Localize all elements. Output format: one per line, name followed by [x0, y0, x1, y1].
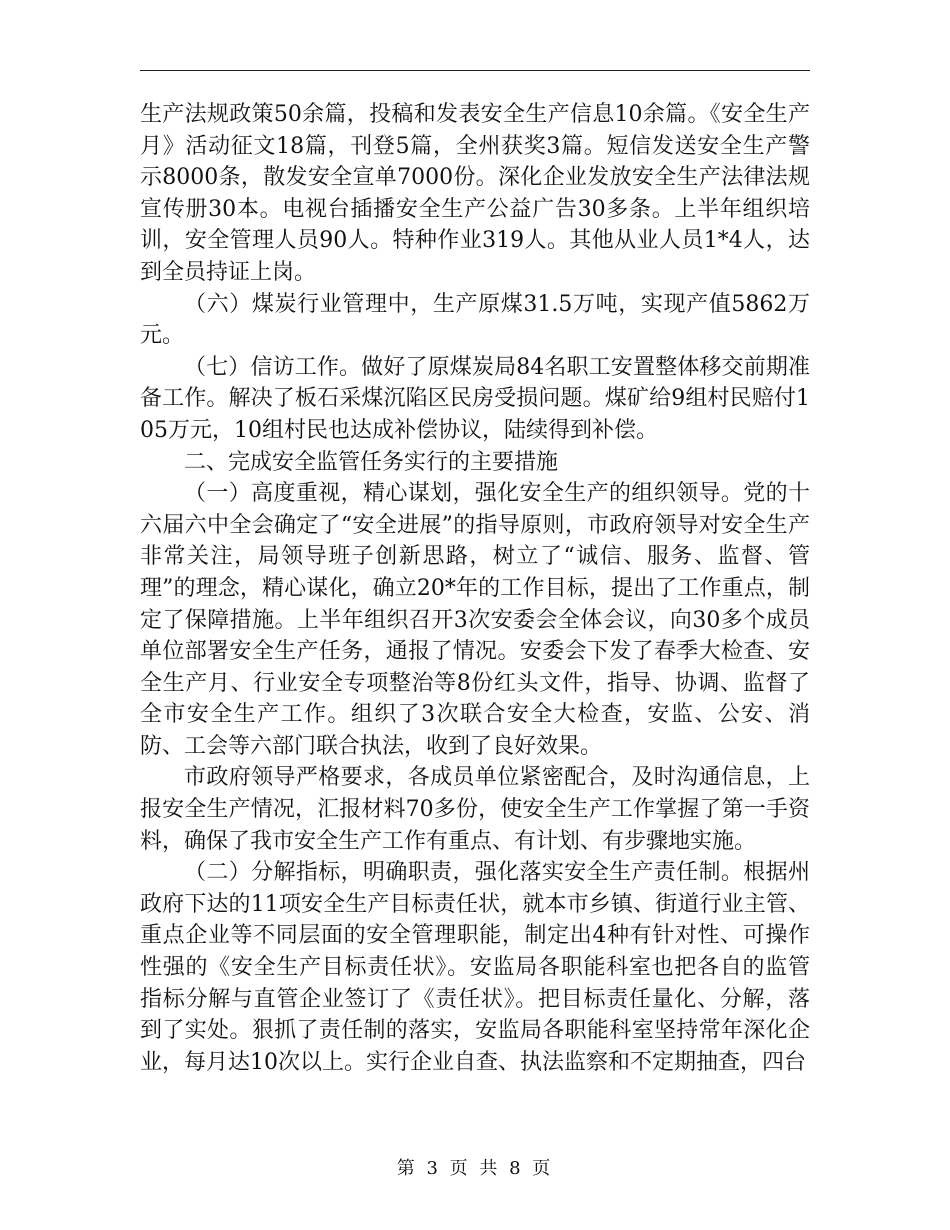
paragraph-3: （七）信访工作。做好了原煤炭局84名职工安置整体移交前期准备工作。解决了板石采煤沉陷区民房受损问题。煤矿给9组村民赔付105万元，10组村民也达成补偿协议，陆续得到补偿。	[140, 354, 810, 443]
header-rule	[140, 70, 810, 71]
paragraph-4: （一）高度重视，精心谋划，强化安全生产的组织领导。党的十六届六中全会确定了“安全进展”的指导原则，市政府领导对安全生产非常关注，局领导班子创新思路，树立了“诚信、服务、监督、管理”的理念，精心谋化，确立20*年的工作目标，提出了工作重点，制定了保障措施。上半年组织召开3次安委会全体会议，向30多个成员单位部署安全生产任务，通报了情况。安委会下发了春季大检查、安全生产月、行业安全专项整治等8份红头文件，指导、协调、监督了全市安全生产工作。组织了3次联合安全大检查，安监、公安、消防、工会等六部门联合执法，收到了良好效果。	[140, 481, 810, 759]
section-heading: 二、完成安全监管任务实行的主要措施	[184, 449, 559, 475]
document-body	[140, 99, 810, 1078]
paragraph-6: （二）分解指标，明确职责，强化落实安全生产责任制。根据州政府下达的11项安全生产目标责任状，就本市乡镇、街道行业主管、重点企业等不同层面的安全管理职能，制定出4种有针对性、可操作性强的《安全生产目标责任状》。安监局各职能科室也把各自的监管指标分解与直管企业签订了《责任状》。把目标责任量化、分解，落到了实处。狠抓了责任制的落实，安监局各职能科室坚持常年深化企业，每月达10次以上。实行企业自查、执法监察和不定期抽查，四台	[140, 860, 810, 1075]
paragraph-1: 生产法规政策50余篇，投稿和发表安全生产信息10余篇。《安全生产月》活动征文18篇，刊登5篇，全州获奖3篇。短信发送安全生产警示8000条，散发安全宣单7000份。深化企业发放安全生产法律法规宣传册30本。电视台插播安全生产公益广告30多条。上半年组织培训，安全管理人员90人。特种作业319人。其他从业人员1*4人，达到全员持证上岗。	[140, 102, 810, 285]
paragraph-2: （六）煤炭行业管理中，生产原煤31.5万吨，实现产值5862万元。	[140, 291, 810, 349]
paragraph-5: 市政府领导严格要求，各成员单位紧密配合，及时沟通信息，上报安全生产情况，汇报材料70多份，使安全生产工作掌握了第一手资料，确保了我市安全生产工作有重点、有计划、有步骤地实施。	[140, 765, 810, 854]
page-footer: 第 3 页 共 8 页	[396, 1158, 554, 1179]
